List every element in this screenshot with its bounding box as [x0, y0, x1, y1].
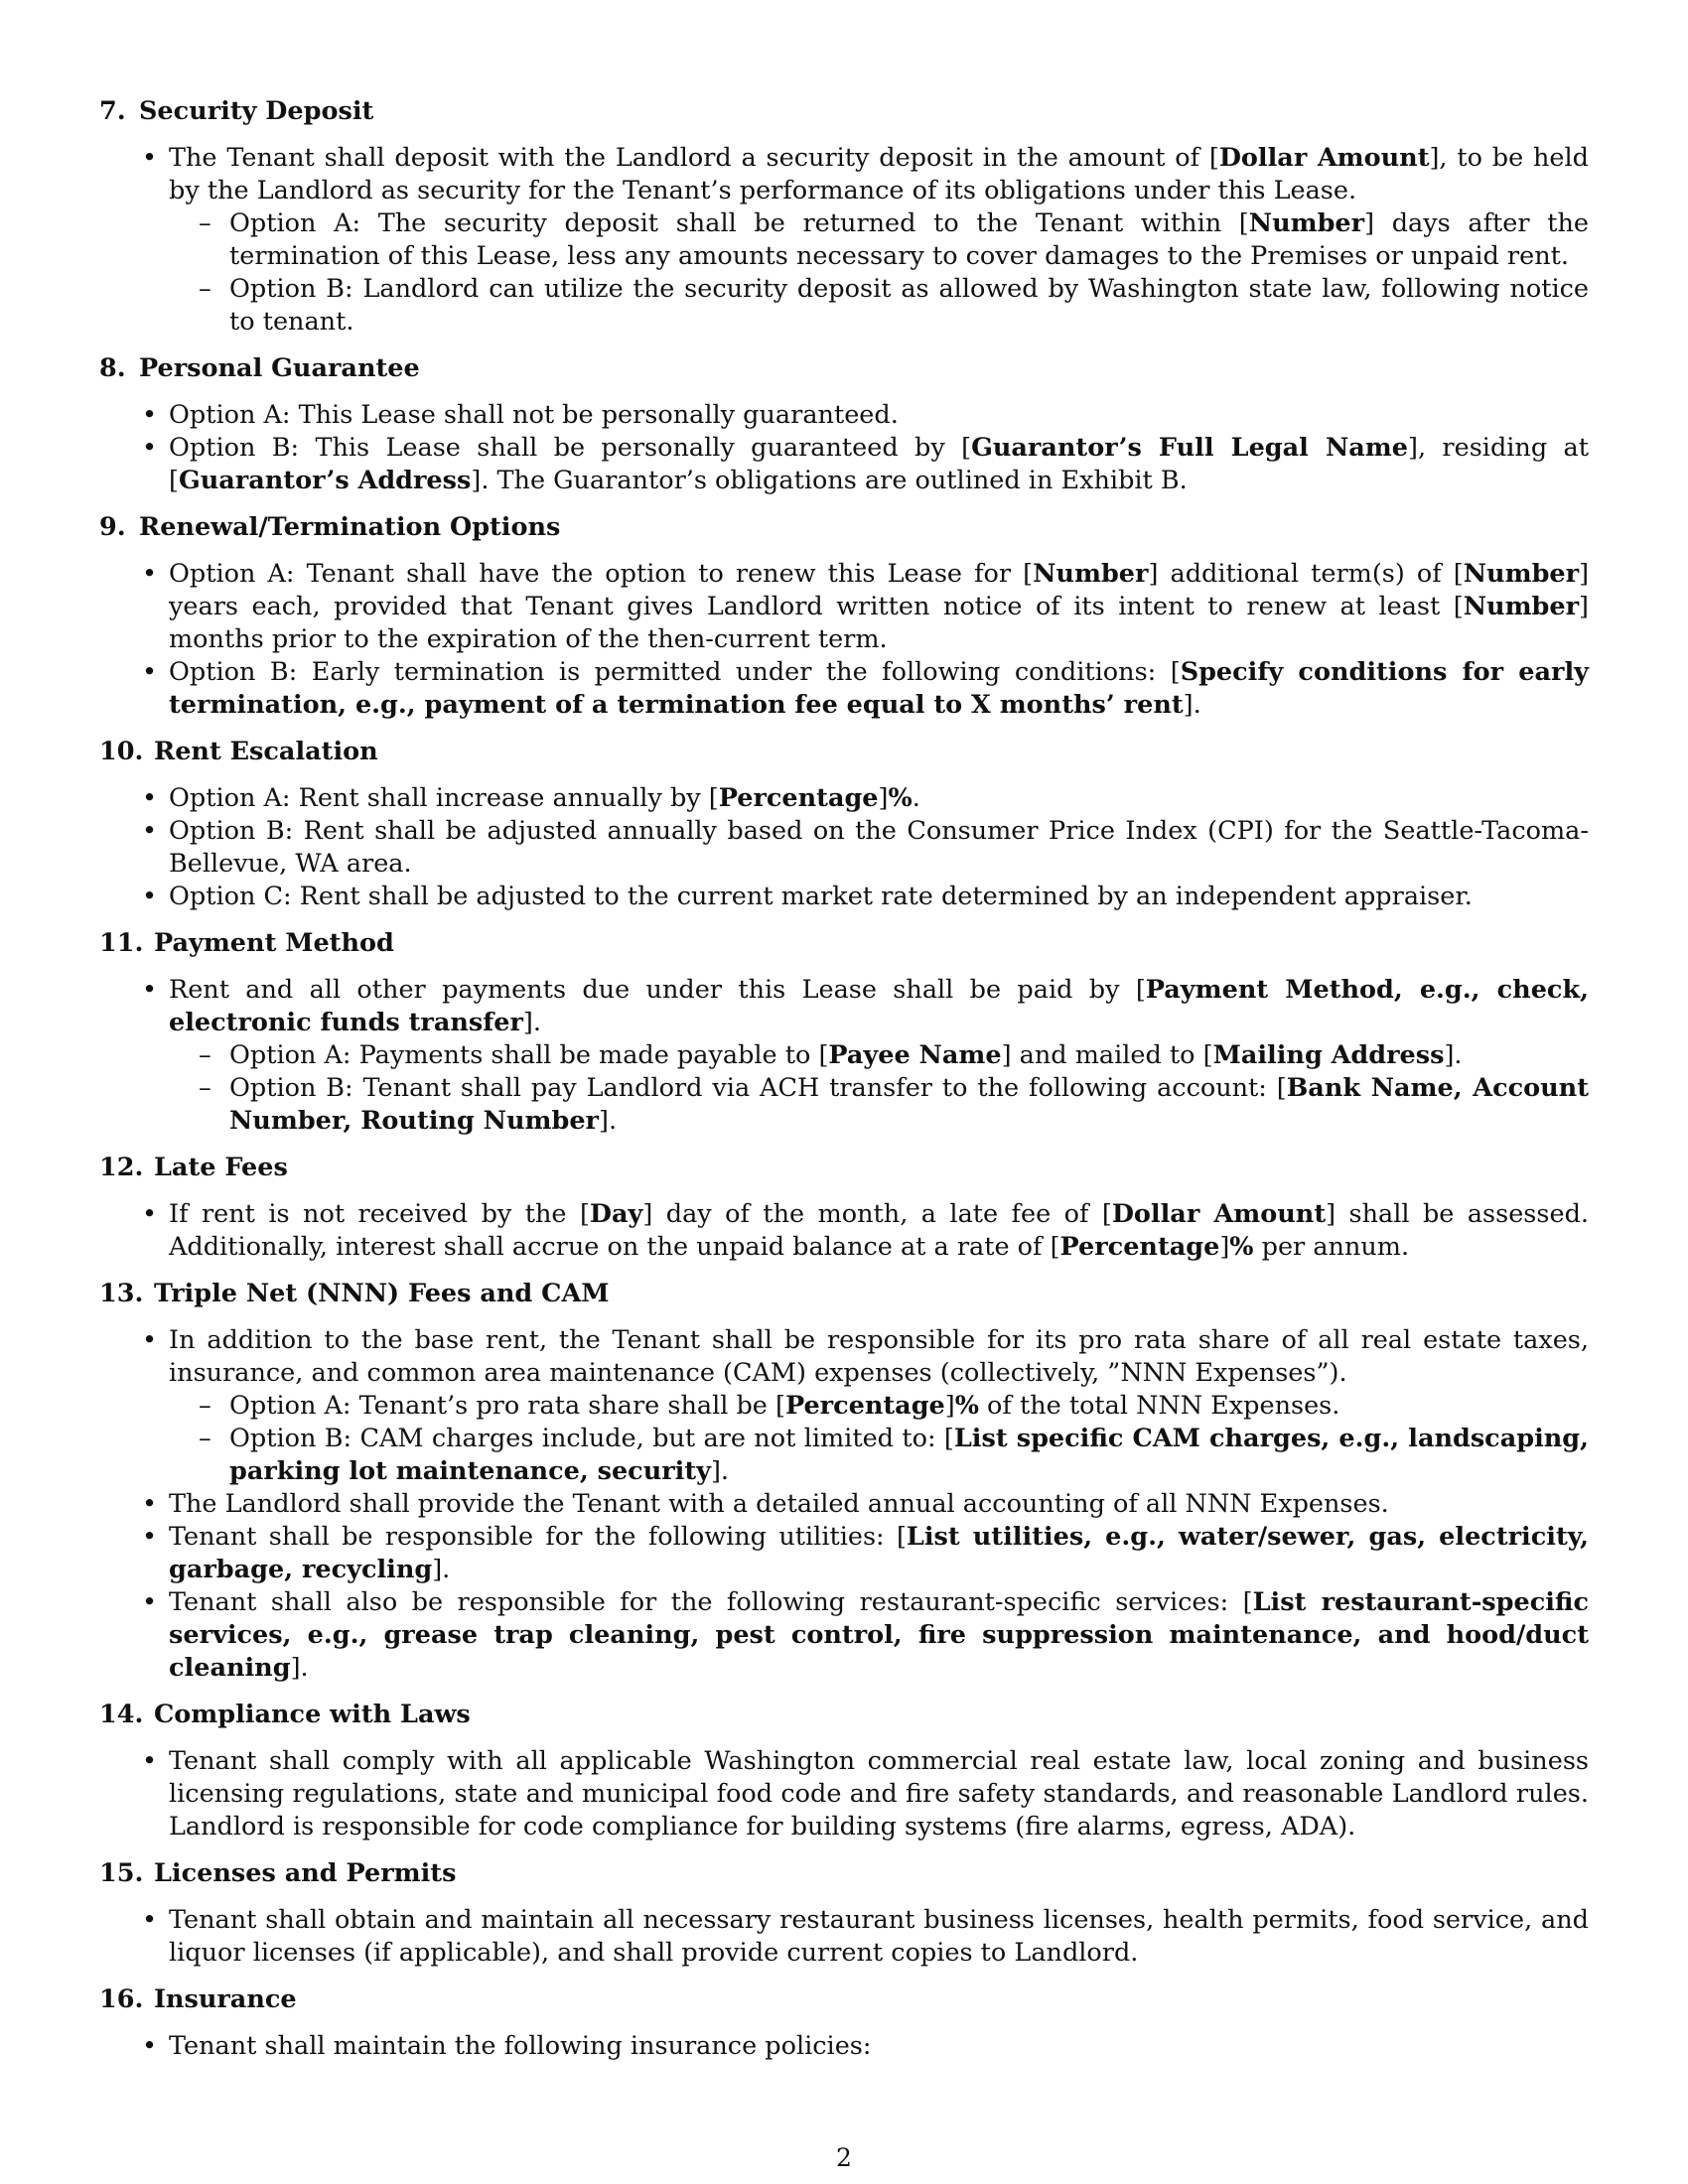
section-title: Insurance: [154, 1984, 297, 2014]
placeholder-field: Percentage: [718, 783, 879, 813]
sub-list: [169, 1390, 1589, 1488]
placeholder-field: Number: [1463, 592, 1580, 621]
text-run: ] shall be assessed. Additionally, interest shall accrue on the unpaid balance at a rate of [: [169, 1199, 1590, 1262]
section-number: 13.: [99, 1279, 144, 1308]
text-run: In addition to the base rent, the Tenant shall be responsible for its pro rata share of all real estate taxes, insurance, and common area maintenance (CAM) expenses (collectively, ”NNN Expenses”).: [169, 1325, 1589, 1388]
list-item: [99, 1586, 1589, 1685]
section-number: 8.: [99, 353, 126, 383]
placeholder-field: Payee Name: [828, 1040, 1002, 1070]
text-run: Option B: CAM charges include, but are not limited to: [: [229, 1424, 954, 1453]
section-7: [99, 95, 1589, 339]
section-title: Late Fees: [154, 1153, 288, 1182]
text-run: Option A: Payments shall be made payable to [: [229, 1040, 829, 1070]
bullet-list: [99, 558, 1589, 722]
placeholder-field: Number: [1463, 559, 1580, 589]
section-title: Security Deposit: [139, 96, 374, 126]
list-item: [99, 1904, 1589, 1970]
section-heading: [99, 927, 1589, 960]
section-number: 15.: [99, 1858, 144, 1888]
sub-list: [169, 1039, 1589, 1138]
section-15: [99, 1857, 1589, 1970]
placeholder-field: List specific CAM charges, e.g., landscaping, parking lot maintenance, security: [229, 1424, 1590, 1486]
text-run: Tenant shall be responsible for the following utilities: [: [169, 1522, 907, 1552]
text-run: per annum.: [1253, 1232, 1410, 1262]
text-run: Tenant shall maintain the following insurance policies:: [169, 2031, 872, 2061]
text-run: Option A: The security deposit shall be returned to the Tenant within [: [229, 208, 1249, 238]
placeholder-field: Payment Method, e.g., check, electronic funds transfer: [169, 975, 1589, 1037]
placeholder-field: Percentage: [784, 1391, 945, 1421]
section-heading: [99, 1278, 1589, 1310]
placeholder-field: Guarantor’s Full Legal Name: [971, 433, 1409, 463]
text-run: Option C: Rent shall be adjusted to the current market rate determined by an independent appraiser.: [169, 882, 1473, 911]
text-run: ]: [878, 783, 889, 813]
section-9: [99, 511, 1589, 722]
section-13: [99, 1278, 1589, 1685]
list-item: [99, 1488, 1589, 1521]
bullet-list: [99, 399, 1589, 497]
placeholder-field: Dollar Amount: [1111, 1199, 1327, 1229]
text-run: Tenant shall comply with all applicable Washington commercial real estate law, local zoning and business licensing regulations, state and municipal food code and fire safety standards, and reasonable Landlord rules. Landlord is responsible for code compliance for building systems (fire alarms, egress, ADA).: [169, 1746, 1589, 1842]
text-run: Tenant shall also be responsible for the following restaurant-specific services: [: [169, 1587, 1253, 1617]
list-item: [99, 656, 1589, 722]
bullet-list: [99, 142, 1589, 339]
section-number: 7.: [99, 96, 126, 126]
text-run: The Tenant shall deposit with the Landlord a security deposit in the amount of [: [169, 143, 1219, 173]
section-12: [99, 1152, 1589, 1264]
text-run: The Landlord shall provide the Tenant with a detailed annual accounting of all NNN Expenses.: [169, 1489, 1389, 1519]
text-run: ].: [290, 1653, 309, 1683]
text-run: ]: [1219, 1232, 1230, 1262]
sub-list-item: [169, 1072, 1589, 1138]
placeholder-field: Specify conditions for early termination, e.g., payment of a termination fee equal to X months’ rent: [169, 657, 1589, 720]
text-run: Option B: Rent shall be adjusted annually based on the Consumer Price Index (CPI) for the Seattle-Tacoma-Bellevue, WA area.: [169, 816, 1589, 879]
text-run: Option A: Tenant’s pro rata share shall be [: [229, 1391, 785, 1421]
list-item: [99, 1198, 1589, 1264]
section-10: [99, 736, 1589, 913]
section-heading: [99, 1857, 1589, 1890]
placeholder-field: List restaurant-specific services, e.g., grease trap cleaning, pest control, fire suppression maintenance, and hood/duct cleaning: [169, 1587, 1589, 1683]
placeholder-field: %: [1229, 1232, 1254, 1262]
list-item: [99, 2030, 1589, 2063]
placeholder-field: Day: [589, 1199, 643, 1229]
text-run: ] days after the termination of this Lease, less any amounts necessary to cover damages to the Premises or unpaid rent.: [229, 208, 1589, 271]
sub-list: [169, 207, 1589, 339]
section-number: 12.: [99, 1153, 144, 1182]
section-title: Payment Method: [154, 928, 394, 958]
section-title: Renewal/Termination Options: [139, 512, 561, 542]
section-title: Compliance with Laws: [154, 1700, 471, 1729]
section-title: Licenses and Permits: [154, 1858, 457, 1888]
section-heading: [99, 95, 1589, 128]
section-number: 10.: [99, 737, 144, 766]
page-number: 2: [836, 2143, 852, 2172]
text-run: If rent is not received by the [: [169, 1199, 590, 1229]
list-item: [99, 782, 1589, 815]
text-run: ].: [599, 1106, 618, 1136]
bullet-list: [99, 2030, 1589, 2063]
section-title: Triple Net (NNN) Fees and CAM: [154, 1279, 610, 1308]
text-run: of the total NNN Expenses.: [978, 1391, 1340, 1421]
text-run: ] months prior to the expiration of the then-current term.: [169, 592, 1589, 654]
placeholder-field: Mailing Address: [1212, 1040, 1445, 1070]
sub-list-item: [169, 1423, 1589, 1488]
bullet-list: [99, 1745, 1589, 1843]
text-run: Option A: This Lease shall not be personally guaranteed.: [169, 400, 899, 430]
text-run: ] years each, provided that Tenant gives Landlord written notice of its intent to renew at least [: [169, 559, 1590, 621]
section-14: [99, 1699, 1589, 1843]
section-title: Personal Guarantee: [139, 353, 420, 383]
sub-list-item: [169, 1390, 1589, 1423]
list-item: [99, 399, 1589, 432]
placeholder-field: Percentage: [1059, 1232, 1220, 1262]
text-run: Option B: Landlord can utilize the security deposit as allowed by Washington state law, following notice to tenant.: [229, 274, 1589, 337]
text-run: Option B: Tenant shall pay Landlord via ACH transfer to the following account: [: [229, 1073, 1287, 1103]
text-run: ] additional term(s) of [: [1148, 559, 1464, 589]
sub-list-item: [169, 273, 1589, 339]
sub-list-item: [169, 1039, 1589, 1072]
section-number: 14.: [99, 1700, 144, 1729]
text-run: Option A: Tenant shall have the option to renew this Lease for [: [169, 559, 1034, 589]
list-item: [99, 1745, 1589, 1843]
section-number: 16.: [99, 1984, 144, 2014]
bullet-list: [99, 1198, 1589, 1264]
document-body: [99, 95, 1589, 2077]
list-item: [99, 142, 1589, 339]
text-run: Option B: Early termination is permitted under the following conditions: [: [169, 657, 1181, 687]
section-heading: [99, 1983, 1589, 2016]
list-item: [99, 558, 1589, 656]
placeholder-field: Guarantor’s Address: [178, 466, 472, 495]
list-item: [99, 815, 1589, 881]
section-16: [99, 1983, 1589, 2063]
section-11: [99, 927, 1589, 1138]
list-item: [99, 974, 1589, 1138]
placeholder-field: Bank Name, Account Number, Routing Number: [229, 1073, 1589, 1136]
text-run: ].: [522, 1008, 541, 1037]
placeholder-field: Number: [1248, 208, 1365, 238]
text-run: ]: [944, 1391, 955, 1421]
section-8: [99, 352, 1589, 497]
section-heading: [99, 511, 1589, 544]
section-heading: [99, 736, 1589, 768]
bullet-list: [99, 1904, 1589, 1970]
section-heading: [99, 352, 1589, 385]
text-run: Option B: This Lease shall be personally guaranteed by [: [169, 433, 972, 463]
sub-list-item: [169, 207, 1589, 273]
bullet-list: [99, 782, 1589, 913]
placeholder-field: %: [954, 1391, 979, 1421]
bullet-list: [99, 1324, 1589, 1685]
section-heading: [99, 1152, 1589, 1184]
text-run: ].: [710, 1456, 730, 1486]
list-item: [99, 881, 1589, 913]
placeholder-field: List utilities, e.g., water/sewer, gas, electricity, garbage, recycling: [169, 1522, 1589, 1584]
text-run: ] day of the month, a late fee of [: [642, 1199, 1112, 1229]
placeholder-field: Dollar Amount: [1218, 143, 1430, 173]
text-run: ].: [1444, 1040, 1463, 1070]
list-item: [99, 1521, 1589, 1586]
list-item: [99, 1324, 1589, 1488]
placeholder-field: Number: [1033, 559, 1149, 589]
placeholder-field: %: [888, 783, 913, 813]
text-run: Rent and all other payments due under this Lease shall be paid by [: [169, 975, 1146, 1005]
text-run: ], residing at [: [169, 433, 1589, 495]
text-run: ].: [1183, 690, 1201, 720]
section-heading: [99, 1699, 1589, 1731]
text-run: Tenant shall obtain and maintain all necessary restaurant business licenses, health permits, food service, and liquor licenses (if applicable), and shall provide current copies to Landlord.: [169, 1905, 1589, 1968]
text-run: ], to be held by the Landlord as security for the Tenant’s performance of its obligations under this Lease.: [169, 143, 1589, 205]
section-number: 9.: [99, 512, 126, 542]
list-item: [99, 432, 1589, 497]
bullet-list: [99, 974, 1589, 1138]
section-title: Rent Escalation: [154, 737, 378, 766]
text-run: .: [912, 783, 920, 813]
text-run: ].: [432, 1555, 451, 1584]
text-run: ]. The Guarantor’s obligations are outlined in Exhibit B.: [471, 466, 1188, 495]
text-run: Option A: Rent shall increase annually by [: [169, 783, 719, 813]
text-run: ] and mailed to [: [1001, 1040, 1213, 1070]
section-number: 11.: [99, 928, 144, 958]
